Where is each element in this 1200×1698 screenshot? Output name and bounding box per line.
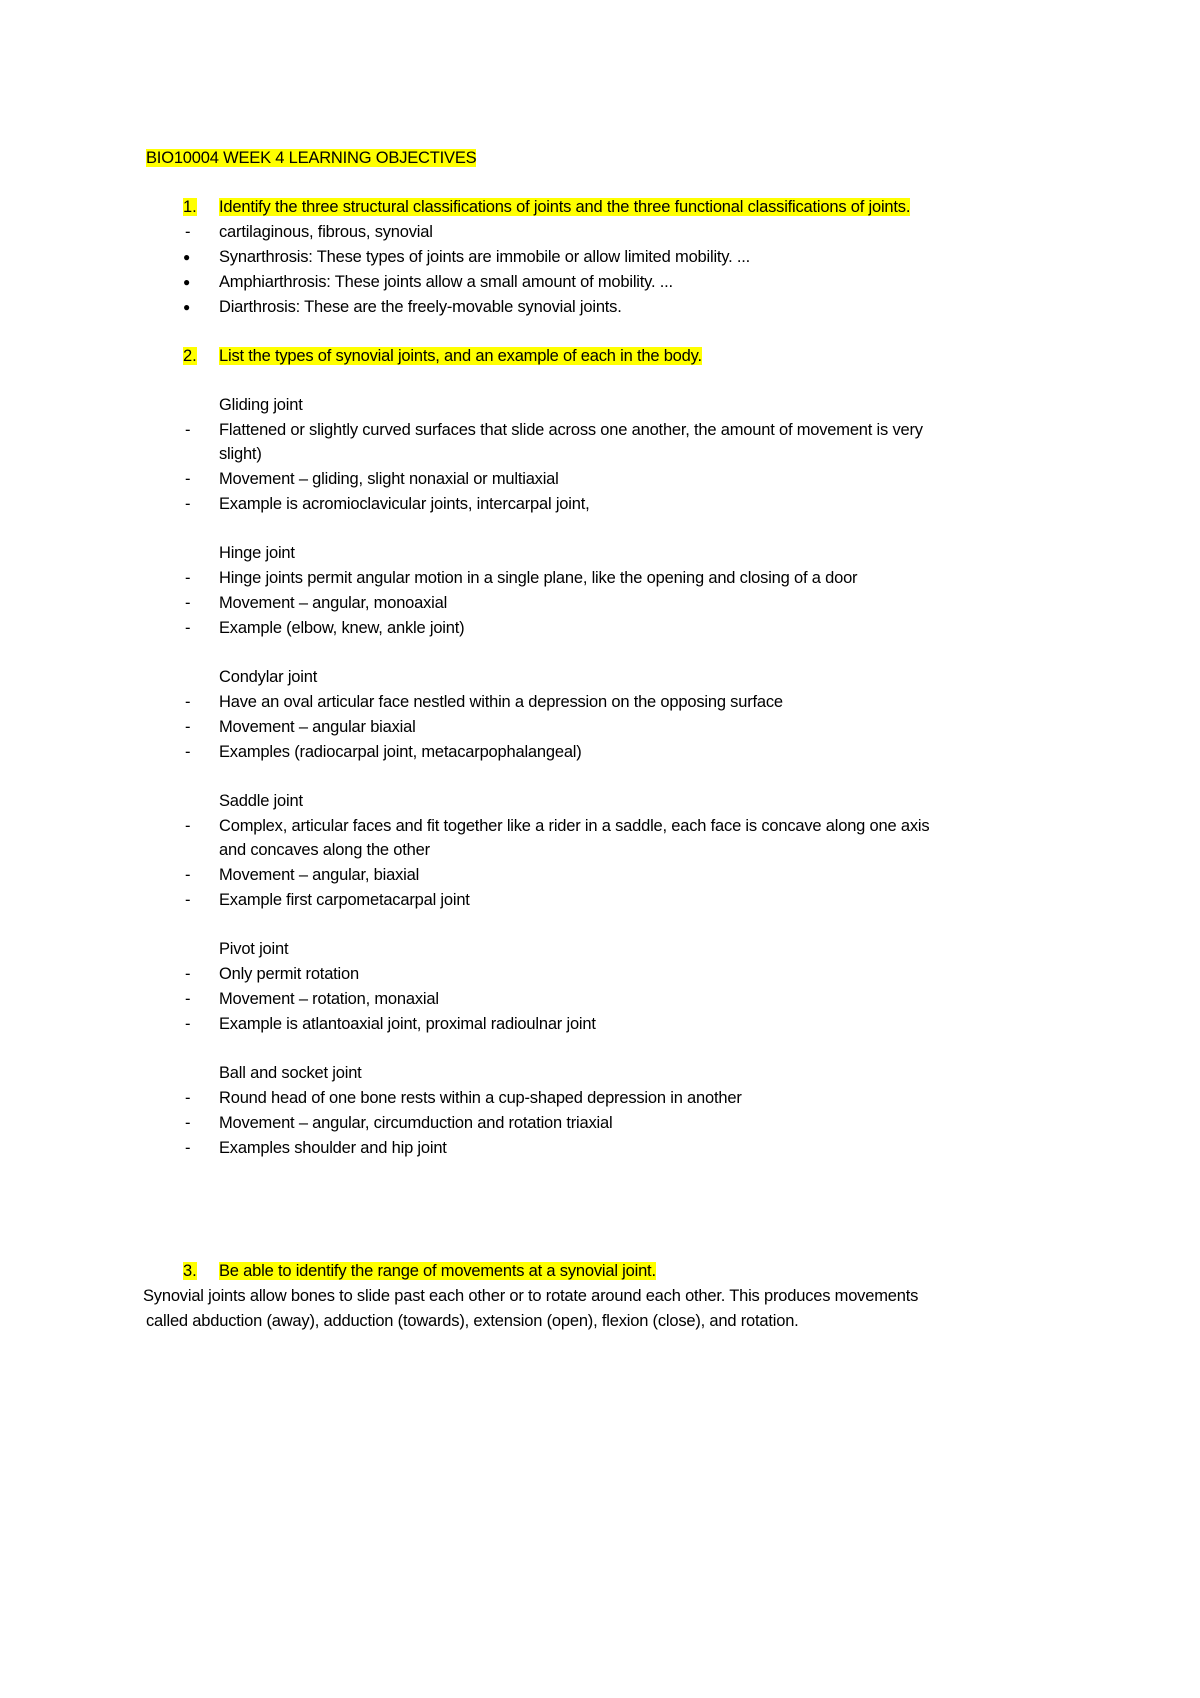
dash-marker: - [185, 470, 191, 488]
bullet-marker: ● [183, 300, 191, 314]
list-item: Examples shoulder and hip joint [219, 1139, 447, 1157]
joint-name-hinge: Hinge joint [219, 544, 295, 562]
structural-classifications: cartilaginous, fibrous, synovial [219, 223, 433, 241]
objective3-paragraph-line1: Synovial joints allow bones to slide past each other or to rotate around each other. This produces movements [143, 1287, 919, 1305]
bullet-item-synarthrosis: Synarthrosis: These types of joints are immobile or allow limited mobility. ... [219, 248, 751, 266]
dash-marker: - [185, 718, 191, 736]
list-item: Movement – angular, circumduction and rotation triaxial [219, 1114, 613, 1132]
dash-marker: - [185, 495, 191, 513]
list-item: Complex, articular faces and fit together like a rider in a saddle, each face is concave along one axis [219, 817, 930, 835]
joint-name-condylar: Condylar joint [219, 668, 318, 686]
title-text: BIO10004 WEEK 4 LEARNING OBJECTIVES [146, 149, 477, 167]
objective3-number: 3. [183, 1262, 197, 1280]
objective3-heading: Be able to identify the range of movements at a synovial joint. [219, 1262, 656, 1280]
list-item: Movement – gliding, slight nonaxial or multiaxial [219, 470, 559, 488]
list-item: Hinge joints permit angular motion in a single plane, like the opening and closing of a door [219, 569, 858, 587]
list-item: Flattened or slightly curved surfaces that slide across one another, the amount of movement is very [219, 421, 923, 439]
dash-marker: - [185, 594, 191, 612]
list-item: Examples (radiocarpal joint, metacarpophalangeal) [219, 743, 582, 761]
list-item: Have an oval articular face nestled within a depression on the opposing surface [219, 693, 783, 711]
joint-name-saddle: Saddle joint [219, 792, 303, 810]
list-item: Movement – angular, monoaxial [219, 594, 448, 612]
dash-marker: - [185, 891, 191, 909]
objective2-heading: List the types of synovial joints, and an example of each in the body. [219, 347, 702, 365]
dash-marker: - [185, 866, 191, 884]
dash-marker: - [185, 693, 191, 711]
list-item: Movement – rotation, monaxial [219, 990, 439, 1008]
dash-marker: - [185, 421, 191, 439]
objective1-number: 1. [183, 198, 197, 216]
dash-marker: - [185, 223, 191, 241]
bullet-item-diarthrosis: Diarthrosis: These are the freely-movable synovial joints. [219, 298, 622, 316]
dash-marker: - [185, 817, 191, 835]
objective2-number: 2. [183, 347, 197, 365]
joint-name-pivot: Pivot joint [219, 940, 289, 958]
list-item: Movement – angular biaxial [219, 718, 416, 736]
dash-marker: - [185, 1139, 191, 1157]
list-item-continuation: and concaves along the other [219, 841, 430, 859]
list-item: Round head of one bone rests within a cup-shaped depression in another [219, 1089, 742, 1107]
list-item: Movement – angular, biaxial [219, 866, 420, 884]
dash-marker: - [185, 1114, 191, 1132]
dash-marker: - [185, 569, 191, 587]
list-item: Example is acromioclavicular joints, intercarpal joint, [219, 495, 590, 513]
list-item: Example is atlantoaxial joint, proximal radioulnar joint [219, 1015, 596, 1033]
objective3-paragraph-line2: called abduction (away), adduction (towards), extension (open), flexion (close), and rotation. [146, 1312, 799, 1330]
joint-name-gliding: Gliding joint [219, 396, 303, 414]
objective1-heading: Identify the three structural classifications of joints and the three functional classifications of joints. [219, 198, 911, 216]
dash-marker: - [185, 743, 191, 761]
dash-marker: - [185, 990, 191, 1008]
list-item: Example (elbow, knew, ankle joint) [219, 619, 465, 637]
dash-marker: - [185, 965, 191, 983]
dash-marker: - [185, 619, 191, 637]
document-title [146, 147, 476, 169]
bullet-marker: ● [183, 250, 191, 264]
list-item: Example first carpometacarpal joint [219, 891, 470, 909]
dash-marker: - [185, 1015, 191, 1033]
joint-name-ball-and-socket: Ball and socket joint [219, 1064, 362, 1082]
list-item-continuation: slight) [219, 445, 262, 463]
bullet-marker: ● [183, 275, 191, 289]
dash-marker: - [185, 1089, 191, 1107]
list-item: Only permit rotation [219, 965, 359, 983]
bullet-item-amphiarthrosis: Amphiarthrosis: These joints allow a small amount of mobility. ... [219, 273, 673, 291]
